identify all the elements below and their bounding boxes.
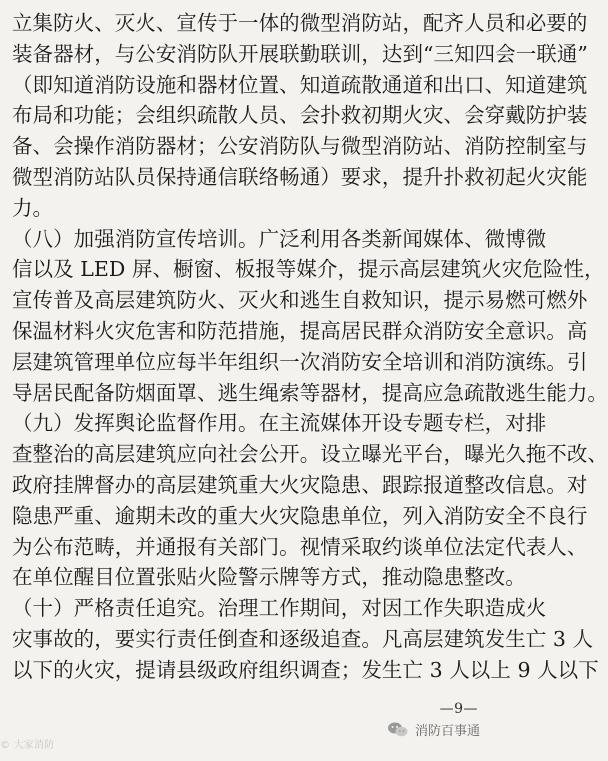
watermark-text: © 大家消防 — [0, 740, 55, 751]
text-line: 政府挂牌督办的高层建筑重大火灾隐患、跟踪报道整改信息。对 — [12, 472, 588, 497]
text-line: 力。 — [12, 195, 54, 220]
brand-name: 消防百事通 — [414, 724, 480, 739]
text-line: 为公布范畴，并通报有关部门。视情采取约谈单位法定代表人、 — [12, 534, 588, 559]
text-line: （即知道消防设施和器材位置、知道疏散通道和出口、知道建筑 — [12, 72, 588, 97]
text-line: 布局和功能；会组织疏散人员、会扑救初期火灾、会穿戴防护装 — [12, 103, 588, 128]
text-line: 备、会操作消防器材；公安消防队与微型消防站、消防控制室与 — [12, 134, 588, 159]
brand-watermark — [387, 720, 480, 739]
text-line: 导居民配备防烟面罩、逃生绳索等器材，提高应急疏散逃生能力。 — [12, 380, 608, 405]
text-line: 查整治的高层建筑应向社会公开。设立曝光平台，曝光久拖不改、 — [12, 442, 608, 467]
text-line: 微型消防站队员保持通信联络畅通）要求，提升扑救初起火灾能 — [12, 164, 588, 189]
text-line: 立集防火、灭火、宣传于一体的微型消防站，配齐人员和必要的 — [12, 11, 588, 35]
text-line: 信以及 LED 屏、橱窗、板报等媒介，提示高层建筑火灾危险性， — [12, 257, 605, 282]
text-line: 装备器材，与公安消防队开展联勤联训，达到“三知四会一联通” — [12, 41, 588, 66]
section-heading-line: （八）加强消防宣传培训。广泛利用各类新闻媒体、微博微 — [12, 226, 547, 251]
section-heading-line: （九）发挥舆论监督作用。在主流媒体开设专题专栏，对排 — [12, 411, 547, 436]
section-heading-line: （十）严格责任追究。治理工作期间，对因工作失职造成火 — [12, 596, 547, 621]
text-line: 以下的火灾，提请县级政府组织调查；发生亡 3 人以上 9 人以下 — [12, 657, 599, 682]
text-line: 层建筑管理单位应每半年组织一次消防安全培训和消防演练。引 — [12, 349, 588, 374]
page-number: —9— — [439, 701, 478, 717]
wechat-icon — [387, 721, 409, 739]
text-line: 隐患严重、逾期未改的重大火灾隐患单位，列入消防安全不良行 — [12, 503, 588, 528]
text-line: 宣传普及高层建筑防火、灭火和逃生自救知识，提示易燃可燃外 — [12, 288, 588, 313]
text-line: 灾事故的，要实行责任倒查和逐级追查。凡高层建筑发生亡 3 人 — [12, 626, 594, 651]
document-body — [12, 8, 608, 686]
text-line: 保温材料火灾危害和防范措施，提高居民群众消防安全意识。高 — [12, 318, 588, 343]
text-line: 在单位醒目位置张贴火险警示牌等方式，推动隐患整改。 — [12, 565, 526, 590]
